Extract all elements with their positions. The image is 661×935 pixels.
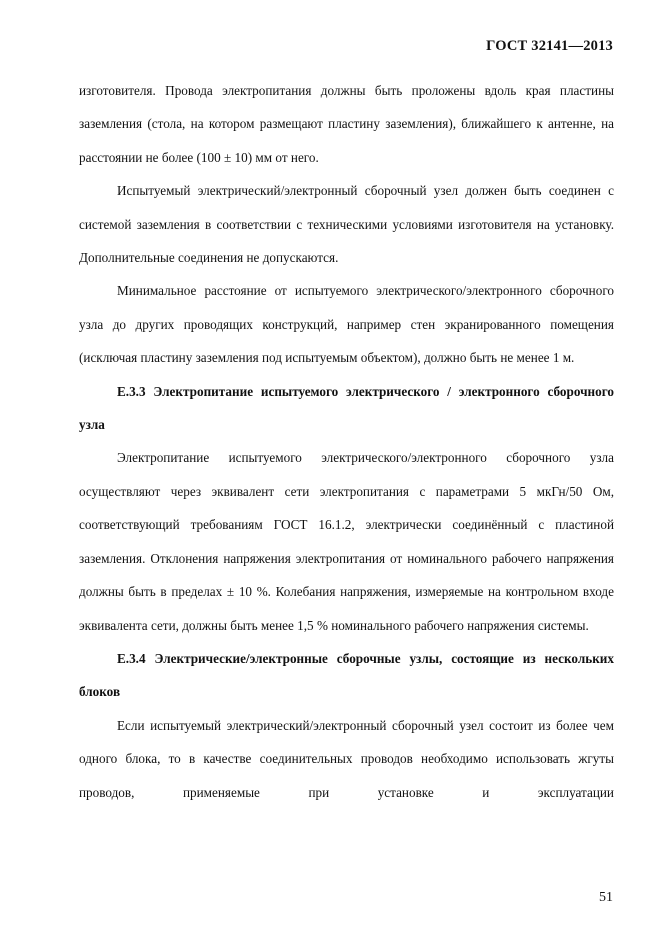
paragraph-grounding: Испытуемый электрический/электронный сборочный узел должен быть соединен с системой заземления в соответствии с техническими условиями изготовителя на установку. Дополнительные соединения не допускаются.	[79, 183, 614, 266]
section-heading-e33: Е.3.3 Электропитание испытуемого электрического / электронного сборочного узла	[79, 383, 614, 433]
section-text-e33: Электропитание испытуемого электрического/электронного сборочного узла осуществляют через эквивалент сети электропитания с параметрами 5 мкГн/50 Ом, соответствующий требованиям ГОСТ 16.1.2, электрически соединённый с пластиной заземления. Отклонения напряжения электропитания от номинального рабочего напряжения должны быть в пределах ± 10 %. Колебания напряжения, измеряемые на контрольном входе эквивалента сети, должны быть менее 1,5 % номинального рабочего напряжения системы.	[79, 450, 614, 633]
paragraph-distance: Минимальное расстояние от испытуемого электрического/электронного сборочного узла до других проводящих конструкций, например стен экранированного помещения (исключая пластину заземления под испытуемым объектом), должно быть не менее 1 м.	[79, 283, 614, 366]
paragraph-continuation: изготовителя. Провода электропитания должны быть проложены вдоль края пластины заземления (стола, на котором размещают пластину заземления), ближайшего к антенне, на расстоянии не более (100 ± 10) мм от него.	[79, 83, 614, 165]
section-heading-e34: Е.3.4 Электрические/электронные сборочные узлы, состоящие из нескольких блоков	[79, 650, 614, 700]
page-number: 51	[599, 890, 613, 905]
document-body	[79, 74, 614, 809]
document-header: ГОСТ 32141—2013	[486, 38, 613, 54]
section-text-e34: Если испытуемый электрический/электронный сборочный узел состоит из более чем одного блока, то в качестве соединительных проводов необходимо использовать жгуты проводов, применяемые при установке и эксплуатации	[79, 717, 614, 800]
